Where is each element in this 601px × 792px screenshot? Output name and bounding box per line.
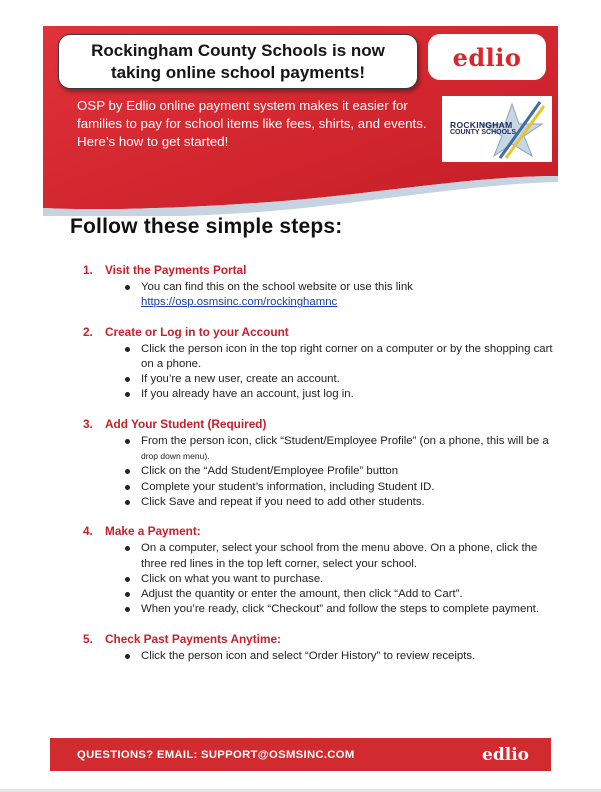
list-item: On a computer, select your school from the menu above. On a phone, click the three red lines in the top left corner, select your school. <box>125 541 553 572</box>
step-title: Add Your Student (Required) <box>105 416 267 431</box>
logo-line-2: COUNTY SCHOOLS <box>450 129 516 136</box>
list-item: Click on what you want to purchase. <box>125 572 553 587</box>
list-item: Adjust the quantity or enter the amount, then click “Add to Cart”. <box>125 587 553 602</box>
list-item: Click the person icon in the top right corner on a computer or by the shopping cart on a phone. <box>125 342 553 373</box>
rockingham-county-schools-logo <box>442 96 552 162</box>
step-4 <box>83 524 553 617</box>
step-2 <box>83 325 553 403</box>
edlio-footer-logo: edlio <box>482 744 529 765</box>
step-number: 4. <box>83 524 93 539</box>
step-number: 1. <box>83 263 93 277</box>
drop-down-note: drop down menu). <box>141 451 210 462</box>
banner-title: Rockingham County Schools is now taking online school payments! <box>58 34 418 89</box>
step-title: Make a Payment: <box>105 524 201 539</box>
step-title: Create or Log in to your Account <box>105 324 289 339</box>
step-1 <box>83 263 553 311</box>
footer-bar <box>50 738 551 771</box>
list-item: Click Save and repeat if you need to add other students. <box>125 495 553 510</box>
edlio-logo: edlio <box>428 34 546 80</box>
list-item: From the person icon, click “Student/Employee Profile” (on a phone, this will be a drop down menu). <box>125 434 553 465</box>
list-item: Click on the “Add Student/Employee Profile” button <box>125 464 553 479</box>
list-item: You can find this on the school website or use this link https://osp.osmsinc.com/rockinghamnc <box>125 280 553 311</box>
list-item: If you’re a new user, create an account. <box>125 372 553 387</box>
step-5 <box>83 632 553 664</box>
step-title: Visit the Payments Portal <box>105 263 247 277</box>
list-item: When you’re ready, click “Checkout” and follow the steps to complete payment. <box>125 602 553 617</box>
logo-line-1: ROCKINGHAM <box>450 120 513 130</box>
list-item: Click the person icon and select “Order History” to review receipts. <box>125 649 553 664</box>
payments-portal-link[interactable]: https://osp.osmsinc.com/rockinghamnc <box>141 296 338 309</box>
step-number: 2. <box>83 324 93 339</box>
step-number: 3. <box>83 416 93 431</box>
step-3 <box>83 417 553 510</box>
list-item: If you already have an account, just log in. <box>125 387 553 402</box>
steps-list <box>83 263 553 678</box>
step-title: Check Past Payments Anytime: <box>105 631 281 646</box>
banner-intro: OSP by Edlio online payment system makes it easier for families to pay for school items like fees, shirts, and events. Here’s how to get started! <box>77 98 427 149</box>
support-email-text: QUESTIONS? EMAIL: SUPPORT@OSMSINC.COM <box>77 748 355 761</box>
steps-heading: Follow these simple steps: <box>70 215 343 238</box>
list-item: Complete your student’s information, including Student ID. <box>125 480 553 495</box>
step-number: 5. <box>83 631 93 646</box>
